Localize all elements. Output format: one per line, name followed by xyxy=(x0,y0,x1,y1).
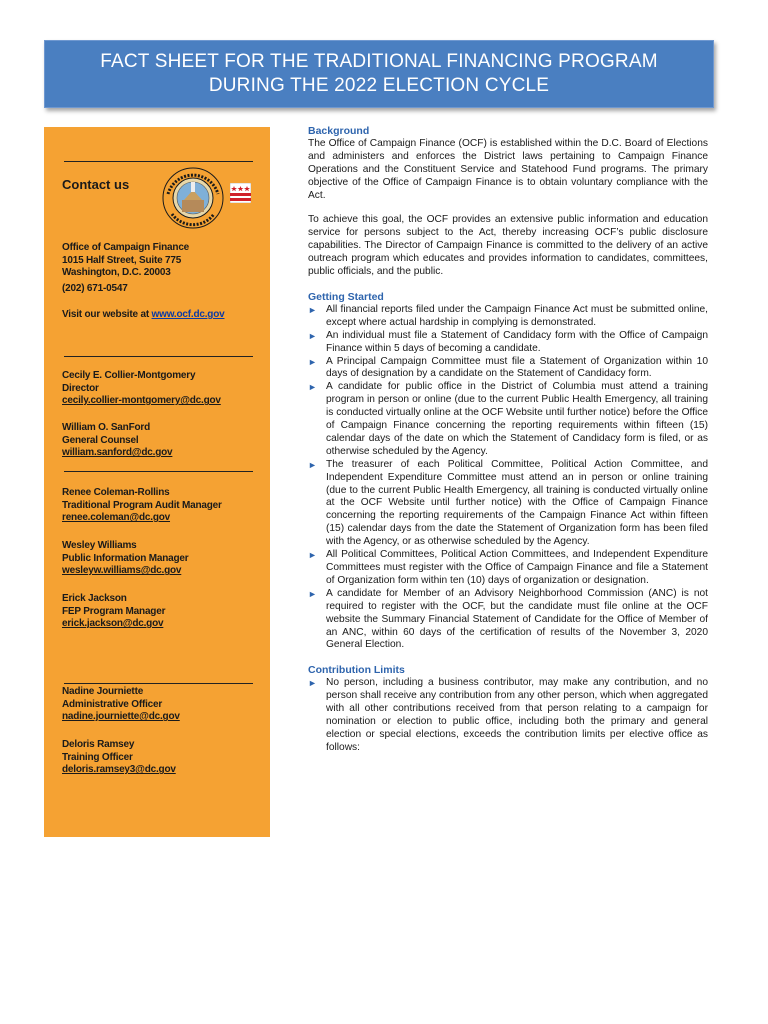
contact-email[interactable]: renee.coleman@dc.gov xyxy=(62,512,171,524)
contact-email[interactable]: william.sanford@dc.gov xyxy=(62,447,173,459)
contact-title: Administrative Officer xyxy=(62,698,163,710)
divider xyxy=(64,683,253,684)
contact-pi-manager xyxy=(62,540,188,578)
background-paragraph-2: To achieve this goal, the OCF provides an extensive public information and education service for persons subject to the Act, thereby increasing OCF’s public disclosure capabilities. The Director of Campaign Finance is committed to the delivery of an active outreach program which educates and provides information to candidates, committees, public officials, and the public. xyxy=(308,214,708,278)
list-item: ► A Principal Campaign Committee must file a Statement of Organization within 10 days of designation by a candidate on the Statement of Candidacy form. xyxy=(308,355,708,380)
bullet-arrow-icon: ► xyxy=(308,678,317,689)
website-link[interactable]: www.ocf.dc.gov xyxy=(151,309,225,320)
contact-name: Cecily E. Collier-Montgomery xyxy=(62,370,196,381)
contact-director xyxy=(62,370,221,408)
contact-title: Traditional Program Audit Manager xyxy=(62,499,222,511)
contact-name: Deloris Ramsey xyxy=(62,739,135,750)
bullet-arrow-icon: ► xyxy=(308,459,317,470)
title-line-2: DURING THE 2022 ELECTION CYCLE xyxy=(208,75,550,96)
list-item: ► An individual must file a Statement of Candidacy form with the Office of Campaign Finance within 5 days of becoming a candidate. xyxy=(308,329,708,354)
list-item: ► A candidate for public office in the District of Columbia must attend a training program in person or online (due to the current Public Health Emergency, all training is conducted virtually online at the OCF Website until further notice) before the Office of Campaign Finance concerning the reporting requirements within fifteen (15) calendar days of the date on which the Statement of Candidacy form is filed, or as otherwise scheduled by the Agency. xyxy=(308,381,708,457)
website-line xyxy=(62,309,224,322)
bullet-arrow-icon: ► xyxy=(308,330,317,341)
list-item: ► All Political Committees, Political Action Committees, and Independent Expenditure Committees must register with the Office of Campaign Finance and file a Statement of Organization form within ten (10) days of organization or designation. xyxy=(308,549,708,586)
divider xyxy=(64,161,253,162)
contact-name: Renee Coleman-Rollins xyxy=(62,487,170,498)
background-heading: Background xyxy=(308,125,370,137)
contact-email[interactable]: erick.jackson@dc.gov xyxy=(62,618,164,630)
contact-title: General Counsel xyxy=(62,434,139,446)
contact-email[interactable]: cecily.collier-montgomery@dc.gov xyxy=(62,395,221,407)
divider xyxy=(64,356,253,357)
bullet-arrow-icon: ► xyxy=(308,356,317,367)
contribution-limits-heading: Contribution Limits xyxy=(308,664,405,677)
contact-name: Erick Jackson xyxy=(62,593,127,604)
contact-name: Nadine Journiette xyxy=(62,686,144,697)
contact-email[interactable]: nadine.journiette@dc.gov xyxy=(62,711,180,723)
bullet-arrow-icon: ► xyxy=(308,550,317,561)
title-line-1: FACT SHEET FOR THE TRADITIONAL FINANCING PROGRAM xyxy=(100,51,658,72)
contribution-limits-list xyxy=(308,677,708,754)
office-name: Office of Campaign Finance xyxy=(62,242,190,253)
ocf-seal-icon xyxy=(160,164,226,236)
website-prefix: Visit our website at xyxy=(62,309,152,320)
list-item: ► All financial reports filed under the Campaign Finance Act must be submitted online, except where actual hardship in complying is demonstrated. xyxy=(308,303,708,328)
contact-name: Wesley Williams xyxy=(62,540,137,551)
bullet-arrow-icon: ► xyxy=(308,304,317,315)
address-block xyxy=(62,242,189,295)
list-item: ► A candidate for Member of an Advisory Neighborhood Commission (ANC) is not required to register with the OCF, but the candidate must file online at the OCF website the Summary Financial Statement of Candidate for the Office of Member of an ANC, within 60 days of the certification of results of the November 3, 2020 General Election. xyxy=(308,587,708,651)
contact-title: Director xyxy=(62,382,99,394)
contact-email[interactable]: wesleyw.williams@dc.gov xyxy=(62,565,182,577)
getting-started-heading: Getting Started xyxy=(308,290,384,303)
office-city: Washington, D.C. 20003 xyxy=(62,267,171,279)
contact-title: Training Officer xyxy=(62,751,133,763)
contact-fep-manager xyxy=(62,593,165,631)
contact-general-counsel xyxy=(62,422,172,460)
contact-training-officer xyxy=(62,739,176,777)
main-content xyxy=(308,125,708,755)
contact-heading: Contact us xyxy=(62,177,130,192)
title-banner xyxy=(44,40,714,108)
contact-audit-manager xyxy=(62,487,222,525)
dc-flag-icon xyxy=(230,183,251,203)
background-paragraph-1: The Office of Campaign Finance (OCF) is established within the D.C. Board of Elections and administers and enforces the District laws pertaining to Campaign Finance Operations and the Constituent Service and Statehood Fund programs. The primary objective of the Office of Campaign Finance is to obtain voluntary compliance with the Act. xyxy=(308,137,708,201)
contact-email[interactable]: deloris.ramsey3@dc.gov xyxy=(62,764,176,776)
bullet-arrow-icon: ► xyxy=(308,588,317,599)
bullet-arrow-icon: ► xyxy=(308,382,317,393)
getting-started-list xyxy=(308,304,708,652)
divider xyxy=(64,471,253,472)
office-phone: (202) 671-0547 xyxy=(62,282,128,294)
contact-admin-officer xyxy=(62,686,180,724)
list-item: ► The treasurer of each Political Committee, Political Action Committee, and Independent Expenditure Committee must attend an in person or online training (due to the current Public Health Emergency, all training is conducted virtually online at the OCF Website until further notice) with the Office of Campaign Finance concerning the reporting requirements of the Campaign Finance Act within fifteen (15) calendar days from the date the Statement of Organization form has been filed with the Agency, or as otherwise scheduled by the Agency. xyxy=(308,458,708,548)
contact-name: William O. SanFord xyxy=(62,422,150,433)
office-street: 1015 Half Street, Suite 775 xyxy=(62,254,182,266)
contact-title: FEP Program Manager xyxy=(62,605,166,617)
contact-sidebar xyxy=(44,127,270,837)
list-item: ► No person, including a business contributor, may make any contribution, and no person shall receive any contribution from any other person, which when aggregated with all other contributions received from that person relating to a campaign for nomination or election to public office, including both the primary and general election or special elections, exceeds the contribution limits per elective office as follows: xyxy=(308,677,708,753)
contact-title: Public Information Manager xyxy=(62,552,189,564)
